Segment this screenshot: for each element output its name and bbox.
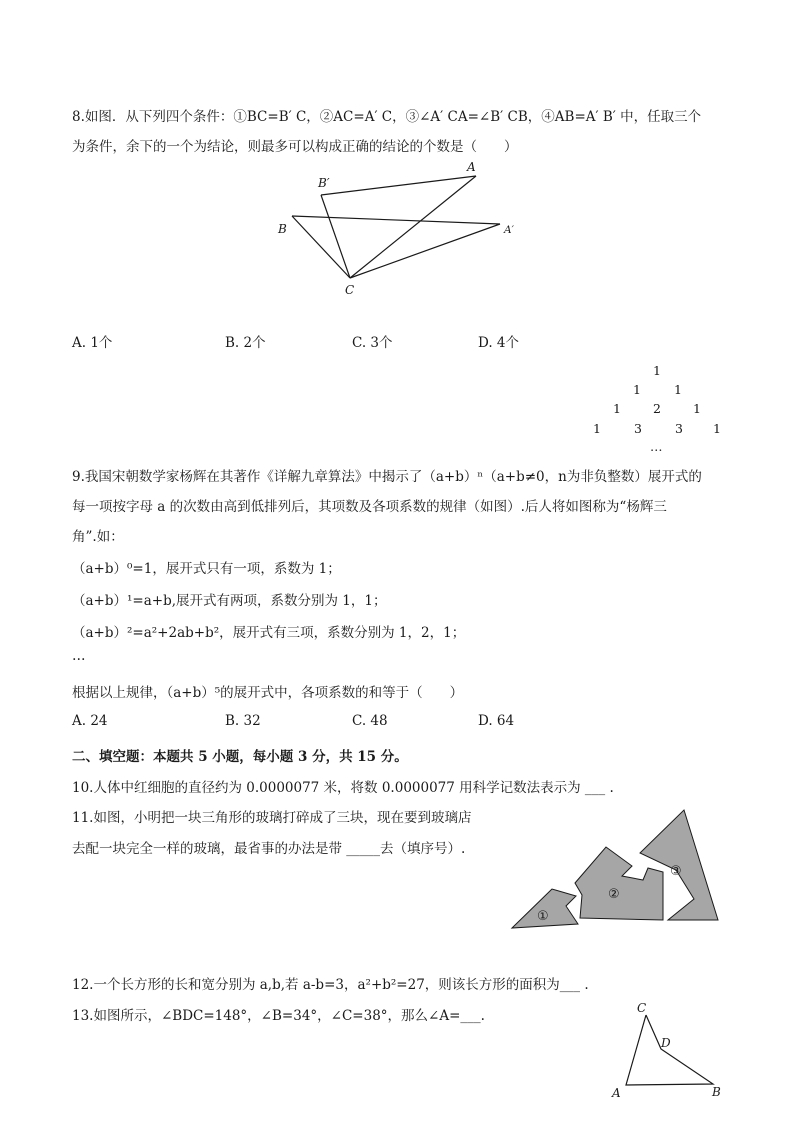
q9-option-d: D. 64 — [478, 713, 515, 729]
yh-r2-c0: 1 — [613, 401, 621, 416]
q8-option-b: B. 2个 — [225, 335, 266, 351]
q12-text: 12.一个长方形的长和宽分别为 a,b,若 a-b=3，a²+b²=27，则该长方形的面积为___ . — [72, 977, 589, 993]
q9-stem-line-3: 角”.如： — [72, 529, 124, 545]
q11-line-1: 11.如图，小明把一块三角形的玻璃打碎成了三块，现在要到玻璃店 — [72, 810, 472, 826]
glass-piece-3-label: ③ — [670, 864, 682, 879]
q9-option-c: C. 48 — [352, 713, 388, 729]
yh-r3-c3: 1 — [713, 421, 721, 436]
yh-r1-c1: 1 — [674, 382, 682, 397]
yh-r3-c0: 1 — [593, 421, 601, 436]
yh-r2-c2: 1 — [693, 401, 701, 416]
yh-ellipsis: … — [650, 439, 663, 454]
q13-label-a: A — [612, 1086, 621, 1100]
q13-label-b: B — [712, 1085, 721, 1099]
q8-option-a: A. 1个 — [72, 335, 113, 351]
q13-label-d: D — [661, 1036, 671, 1050]
q9-example-3: （a+b）²=a²+2ab+b²，展开式有三项，系数分别为 1，2，1； — [72, 625, 466, 641]
q8-stem-line-1: 8.如图．从下列四个条件：①BC=B′ C，②AC=A′ C，③∠A′ CA=∠B′ CB，④AB=A′ B′ 中，任取三个 — [72, 109, 702, 125]
q11-line-2: 去配一块完全一样的玻璃，最省事的办法是带 _____去（填序号）. — [72, 841, 466, 857]
q9-stem-line-1: 9.我国宋朝数学家杨辉在其著作《详解九章算法》中揭示了（a+b）ⁿ（a+b≠0，n为非负整数）展开式的 — [72, 469, 702, 485]
q8-stem-line-2: 为条件，余下的一个为结论，则最多可以构成正确的结论的个数是（ ） — [72, 139, 518, 155]
q9-ellipsis: … — [72, 648, 86, 664]
yh-r3-c2: 3 — [675, 421, 683, 436]
glass-piece-2-label: ② — [608, 887, 620, 902]
q9-option-a: A. 24 — [72, 713, 108, 729]
q8-label-c: C — [345, 283, 355, 297]
q13-text: 13.如图所示，∠BDC=148°，∠B=34°，∠C=38°，那么∠A=___. — [72, 1008, 485, 1024]
section-2-heading: 二、填空题：本题共 5 小题，每小题 3 分，共 15 分。 — [72, 749, 408, 765]
glass-piece-1-label: ① — [537, 909, 549, 924]
q8-label-b-prime: B′ — [318, 176, 330, 190]
q8-label-b: B — [278, 222, 287, 236]
q10-text: 10.人体中红细胞的直径约为 0.0000077 米，将数 0.0000077 用科学记数法表示为 ___ . — [72, 780, 614, 796]
q8-label-a: A — [467, 160, 476, 174]
q9-question: 根据以上规律，（a+b）⁵的展开式中，各项系数的和等于（ ） — [72, 685, 464, 701]
yh-r3-c1: 3 — [634, 421, 642, 436]
yh-r1-c0: 1 — [633, 382, 641, 397]
q9-example-2: （a+b）¹=a+b,展开式有两项，系数分别为 1，1； — [72, 593, 387, 609]
q9-stem-line-2: 每一项按字母 a 的次数由高到低排列后，其项数及各项系数的规律（如图）.后人将如图称为“杨辉三 — [72, 499, 667, 515]
q8-option-d: D. 4个 — [478, 335, 520, 351]
yh-r2-c1: 2 — [653, 401, 661, 416]
q13-label-c: C — [637, 1001, 647, 1015]
q13-figure-outline — [626, 1015, 713, 1085]
q8-option-c: C. 3个 — [352, 335, 393, 351]
q9-example-1: （a+b）⁰=1，展开式只有一项，系数为 1； — [72, 561, 341, 577]
q9-option-b: B. 32 — [225, 713, 261, 729]
yh-r0-c0: 1 — [653, 363, 661, 378]
q8-label-a-prime: A′ — [504, 224, 514, 236]
